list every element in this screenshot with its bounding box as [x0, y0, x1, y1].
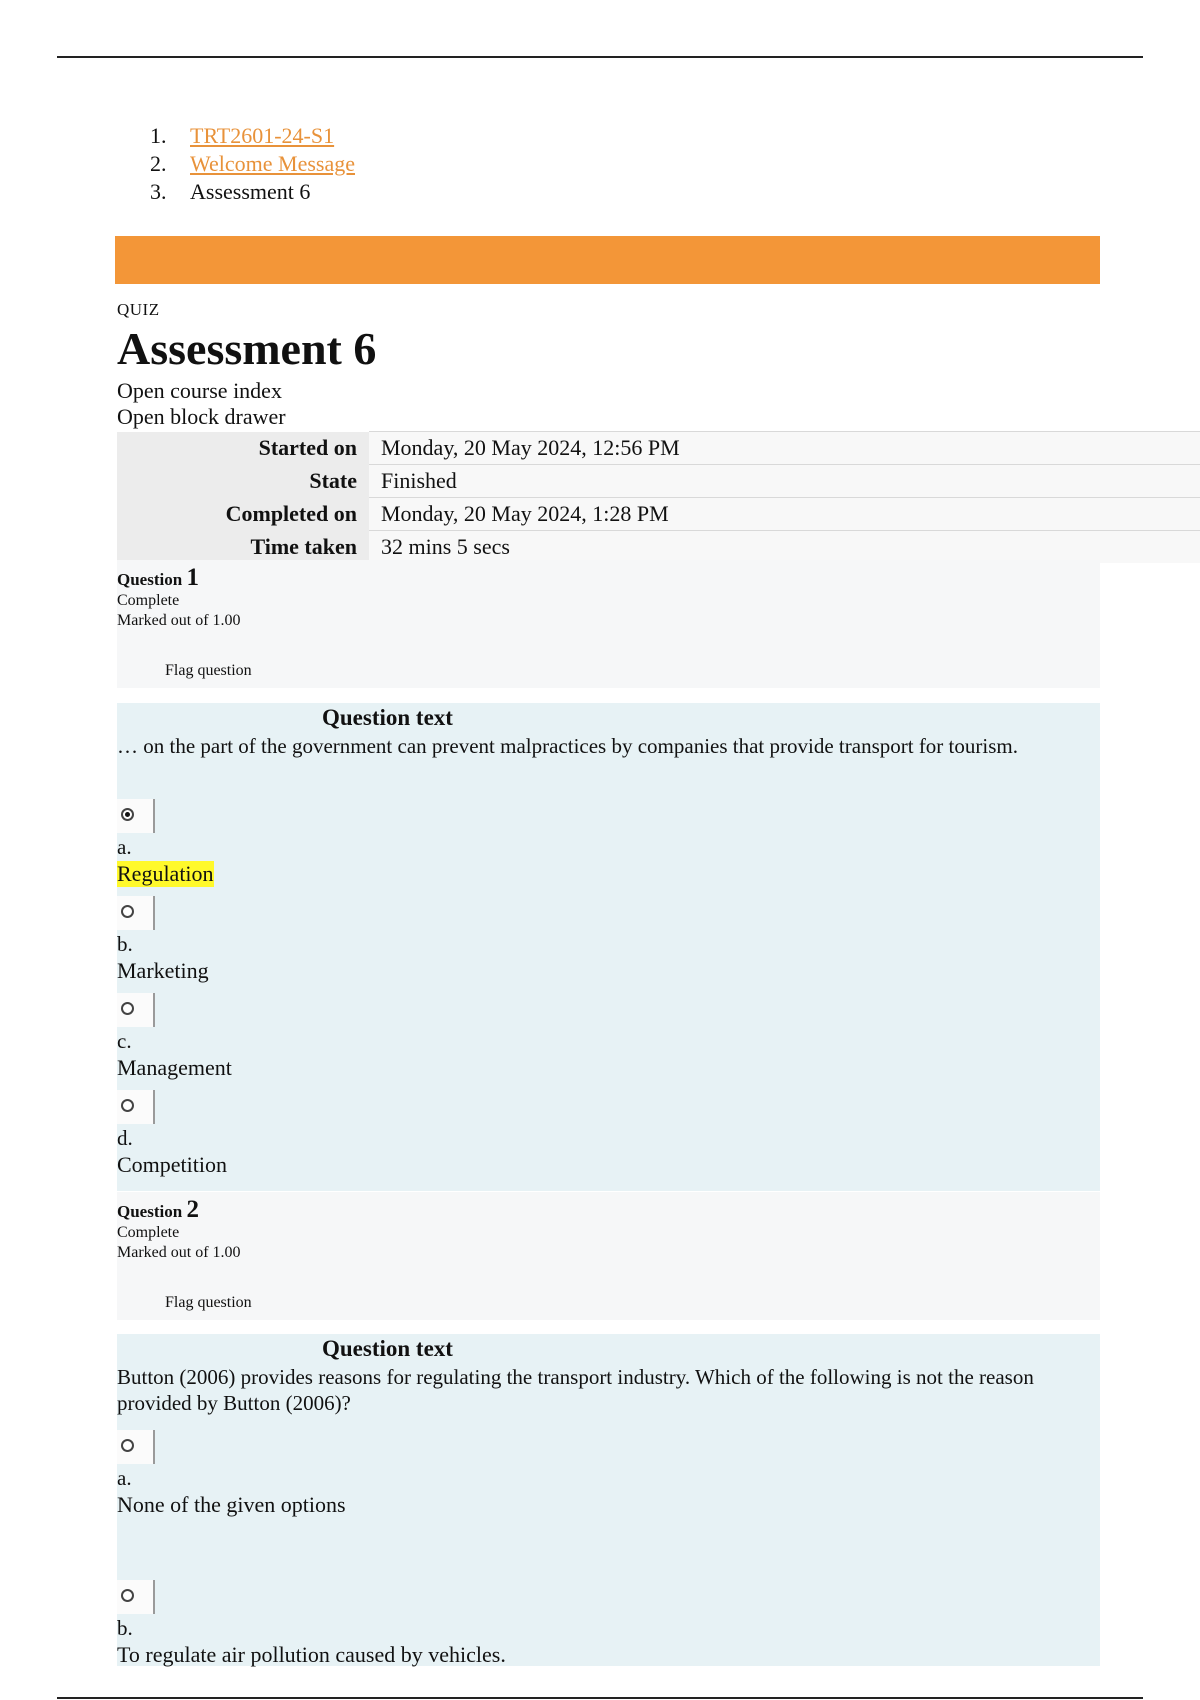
answer-text: Regulation — [117, 861, 214, 886]
summary-value: 32 mins 5 secs — [369, 531, 1200, 564]
question-2-info — [117, 1192, 1100, 1320]
answer-text: Marketing — [117, 958, 209, 983]
radio-button[interactable] — [121, 1099, 134, 1112]
question-text: … on the part of the government can prevent malpractices by companies that provide transport for tourism. — [117, 734, 1018, 758]
breadcrumb-item: 2. Welcome Message — [150, 151, 355, 176]
flag-question-button[interactable]: Flag question — [165, 1294, 252, 1311]
radio-container — [117, 799, 155, 833]
radio-container — [117, 896, 155, 930]
question-grade: Marked out of 1.00 — [117, 612, 241, 629]
page-title: Assessment 6 — [117, 323, 377, 374]
breadcrumb-link-course[interactable]: TRT2601-24-S1 — [190, 123, 335, 148]
answer-text: Management — [117, 1055, 232, 1080]
activity-type-label: QUIZ — [117, 300, 160, 319]
flag-question-button[interactable]: Flag question — [165, 662, 252, 679]
radio-button-selected[interactable] — [121, 808, 134, 821]
breadcrumb — [150, 122, 355, 206]
radio-container — [117, 1430, 155, 1464]
question-grade: Marked out of 1.00 — [117, 1244, 241, 1261]
breadcrumb-item: 1. TRT2601-24-S1 — [150, 123, 335, 148]
summary-row — [117, 498, 1200, 531]
bottom-rule — [57, 1697, 1143, 1699]
summary-value: Monday, 20 May 2024, 12:56 PM — [369, 432, 1200, 465]
answer-text: Competition — [117, 1152, 227, 1177]
open-course-index-button[interactable]: Open course index — [117, 378, 282, 403]
question-number: Question 1 — [117, 564, 199, 591]
radio-container — [117, 1090, 155, 1124]
summary-row — [117, 432, 1200, 465]
header-banner — [115, 236, 1100, 284]
summary-row — [117, 465, 1200, 498]
summary-value: Monday, 20 May 2024, 1:28 PM — [369, 498, 1200, 531]
question-1-content: Question text … on the part of the government can prevent malpractices by companies that provide transport for tourism. a. Regulation b. Marketing c. Management d. Competition — [117, 703, 1100, 1191]
breadcrumb-current: Assessment 6 — [190, 179, 311, 204]
radio-container — [117, 993, 155, 1027]
summary-label: Completed on — [117, 498, 369, 531]
summary-label: Time taken — [117, 531, 369, 564]
radio-button[interactable] — [121, 1439, 134, 1452]
question-text: Button (2006) provides reasons for regulating the transport industry. Which of the following is not the reason provided by Button (2006)? — [117, 1365, 1034, 1415]
question-state: Complete — [117, 1224, 180, 1241]
open-block-drawer-button[interactable]: Open block drawer — [117, 404, 286, 429]
summary-value: Finished — [369, 465, 1200, 498]
attempt-summary-table — [117, 431, 1200, 563]
question-number: Question 2 — [117, 1196, 199, 1223]
answer-text: None of the given options — [117, 1492, 346, 1517]
question-state: Complete — [117, 592, 180, 609]
radio-button[interactable] — [121, 905, 134, 918]
question-text-heading: Question text — [322, 705, 453, 730]
breadcrumb-item: 3. Assessment 6 — [150, 179, 311, 204]
summary-label: State — [117, 465, 369, 498]
summary-label: Started on — [117, 432, 369, 465]
breadcrumb-link-welcome[interactable]: Welcome Message — [190, 151, 355, 176]
radio-button[interactable] — [121, 1589, 134, 1602]
answer-text: To regulate air pollution caused by vehicles. — [117, 1642, 506, 1667]
radio-button[interactable] — [121, 1002, 134, 1015]
question-text-heading: Question text — [322, 1336, 453, 1361]
top-rule — [57, 56, 1143, 58]
radio-container — [117, 1580, 155, 1614]
question-2-content: Question text Button (2006) provides reasons for regulating the transport industry. Which of the following is not the reason provided by Button (2006)? a. None of the given options b. To regulate air pollution caused by vehicles. — [117, 1334, 1100, 1666]
question-1-info — [117, 560, 1100, 688]
summary-row — [117, 531, 1200, 564]
